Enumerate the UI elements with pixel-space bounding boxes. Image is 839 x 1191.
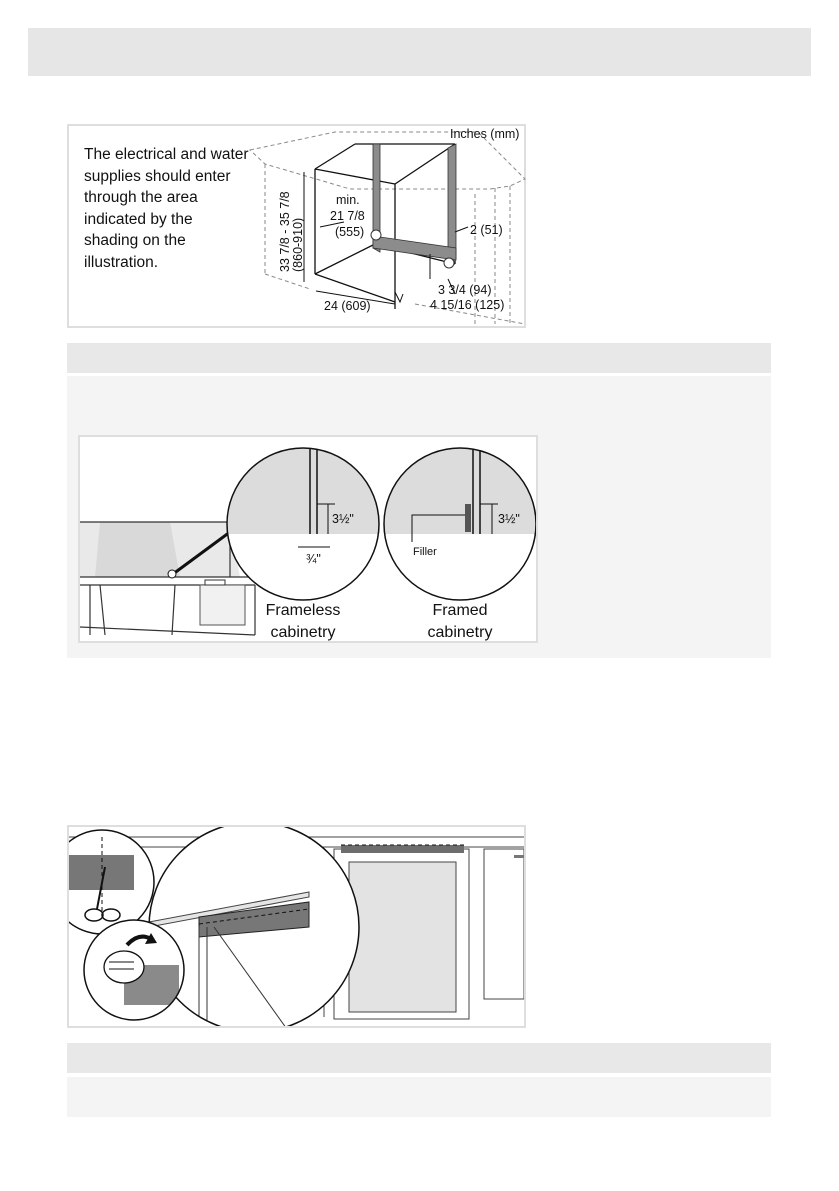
caption-frameless-line2: cabinetry (270, 624, 336, 641)
depth-a-label: 3 3/4 (94) (438, 283, 492, 297)
side-dimension-label: 2 (51) (470, 223, 503, 237)
section-panel-2 (67, 1077, 771, 1117)
depth-b-label: 4 15/16 (125) (430, 298, 505, 312)
framed-height-label: 3½" (498, 512, 520, 526)
cabinetry-diagram (80, 437, 536, 641)
min-label: min. (336, 193, 360, 207)
min-mm-label: (555) (335, 225, 365, 239)
frameless-gap-label: ¾" (306, 552, 321, 566)
filler-label: Filler (413, 546, 437, 558)
section-heading-band-1 (67, 343, 771, 373)
trim-strip-diagram (69, 827, 524, 1026)
min-value-label: 21 7/8 (330, 209, 365, 223)
frameless-height-label: 3½" (332, 512, 354, 526)
height-range-label: 33 7/8 - 35 7/8 (278, 191, 292, 272)
section-heading-band-2 (67, 1043, 771, 1073)
supply-note-text: The electrical and water supplies should enter through the area indicated by the shading on the illustration. (84, 146, 249, 271)
height-range-mm-label: (860-910) (291, 217, 305, 272)
cabinet-dimension-diagram (240, 124, 526, 328)
caption-framed-line1: Framed (432, 602, 488, 619)
units-label: Inches (mm) (450, 127, 520, 141)
width-label: 24 (609) (324, 299, 371, 313)
caption-framed-line2: cabinetry (427, 624, 493, 641)
caption-frameless-line1: Frameless (265, 602, 341, 619)
page-header-bar (28, 28, 811, 76)
